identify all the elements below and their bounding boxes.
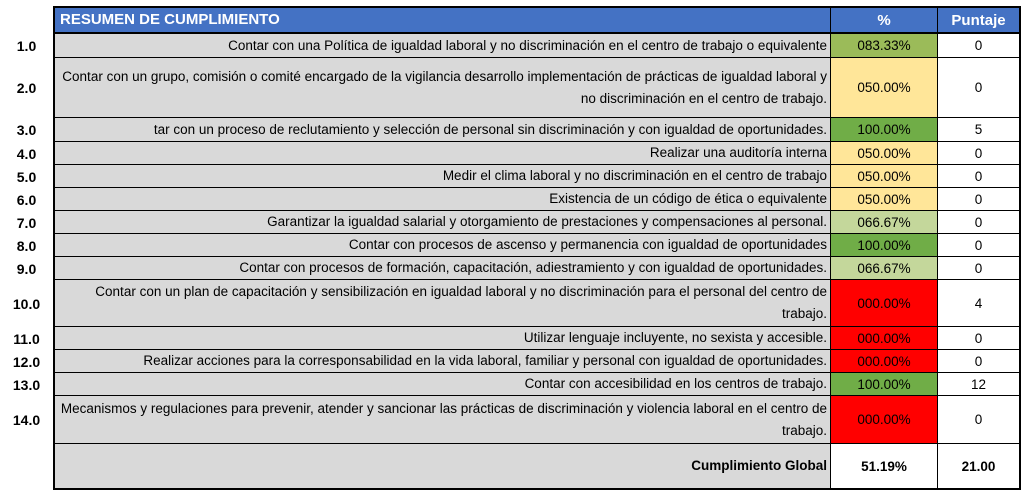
- row-score[interactable]: 0: [938, 350, 1021, 373]
- global-score[interactable]: 21.00: [938, 444, 1021, 490]
- row-description[interactable]: Contar con accesibilidad en los centros de trabajo.: [53, 373, 831, 396]
- row-percent[interactable]: 000.00%: [831, 280, 938, 327]
- table-row: [0, 327, 1024, 350]
- row-number[interactable]: 14.0: [12, 412, 41, 428]
- header-title[interactable]: RESUMEN DE CUMPLIMIENTO: [53, 6, 831, 34]
- row-score[interactable]: 12: [938, 373, 1021, 396]
- row-number[interactable]: 4.0: [16, 145, 37, 162]
- row-percent[interactable]: 000.00%: [831, 327, 938, 350]
- table-row: [0, 373, 1024, 396]
- row-description[interactable]: Garantizar la igualdad salarial y otorgamiento de prestaciones y compensaciones al personal.: [53, 211, 831, 234]
- row-description[interactable]: Contar con un plan de capacitación y sensibilización en igualdad laboral y no discriminación para el personal del centro de trabajo.: [53, 280, 831, 327]
- row-description[interactable]: Mecanismos y regulaciones para prevenir, atender y sancionar las prácticas de discriminación y violencia laboral en el centro de trabajo.: [53, 396, 831, 444]
- table-row: [0, 211, 1024, 234]
- table-row: [0, 396, 1024, 444]
- row-score[interactable]: 0: [938, 142, 1021, 165]
- table-row: [0, 188, 1024, 211]
- row-percent[interactable]: 050.00%: [831, 58, 938, 118]
- row-percent[interactable]: 100.00%: [831, 373, 938, 396]
- row-percent[interactable]: 050.00%: [831, 188, 938, 211]
- table-row: [0, 257, 1024, 280]
- row-percent[interactable]: 066.67%: [831, 211, 938, 234]
- row-percent[interactable]: 100.00%: [831, 234, 938, 257]
- row-description[interactable]: Contar con procesos de formación, capacitación, adiestramiento y con igualdad de oportunidades.: [53, 257, 831, 280]
- row-number[interactable]: 3.0: [16, 122, 37, 138]
- row-description[interactable]: Contar con procesos de ascenso y permanencia con igualdad de oportunidades: [53, 234, 831, 257]
- global-compliance-label[interactable]: Cumplimiento Global: [53, 444, 831, 490]
- row-description[interactable]: Utilizar lenguaje incluyente, no sexista y accesible.: [53, 327, 831, 350]
- row-score[interactable]: 0: [938, 211, 1021, 234]
- row-number[interactable]: 6.0: [16, 191, 37, 208]
- row-score[interactable]: 0: [938, 396, 1021, 444]
- table-row: [0, 142, 1024, 165]
- table-row: [0, 58, 1024, 118]
- table-row: [0, 234, 1024, 257]
- row-score[interactable]: 0: [938, 34, 1021, 58]
- row-number[interactable]: 2.0: [16, 80, 37, 96]
- row-percent[interactable]: 100.00%: [831, 118, 938, 142]
- row-description-text: tar con un proceso de reclutamiento y selección de personal sin discriminación y con igualdad de oportunidades.: [153, 121, 827, 137]
- row-description[interactable]: Contar con una Política de igualdad laboral y no discriminación en el centro de trabajo o equivalente: [53, 34, 831, 58]
- header-row: [0, 6, 1024, 34]
- table-row: [0, 118, 1024, 142]
- row-score[interactable]: 4: [938, 280, 1021, 327]
- row-score[interactable]: 5: [938, 118, 1021, 142]
- row-number[interactable]: 13.0: [12, 376, 41, 393]
- row-number[interactable]: 8.0: [16, 237, 37, 254]
- header-percent[interactable]: %: [831, 6, 938, 34]
- row-score[interactable]: 0: [938, 234, 1021, 257]
- row-description[interactable]: [53, 118, 831, 142]
- row-score[interactable]: 0: [938, 257, 1021, 280]
- row-percent[interactable]: 050.00%: [831, 142, 938, 165]
- row-score[interactable]: 0: [938, 58, 1021, 118]
- row-description[interactable]: Realizar una auditoría interna: [53, 142, 831, 165]
- total-row: [0, 444, 1024, 490]
- row-description[interactable]: Existencia de un código de ética o equivalente: [53, 188, 831, 211]
- total-row-number: [0, 444, 53, 490]
- row-number[interactable]: 9.0: [16, 260, 37, 277]
- row-score[interactable]: 0: [938, 327, 1021, 350]
- row-percent[interactable]: 066.67%: [831, 257, 938, 280]
- table-row: [0, 350, 1024, 373]
- row-description[interactable]: Medir el clima laboral y no discriminación en el centro de trabajo: [53, 165, 831, 188]
- table-row: [0, 280, 1024, 327]
- row-description-text: Realizar acciones para la corresponsabilidad en la vida laboral, familiar y personal con igualdad de oportunidades.: [143, 353, 827, 368]
- global-compliance-percent[interactable]: 51.19%: [831, 444, 938, 490]
- row-description[interactable]: [53, 350, 831, 373]
- row-score[interactable]: 0: [938, 165, 1021, 188]
- row-description[interactable]: Contar con un grupo, comisión o comité encargado de la vigilancia desarrollo implementación de prácticas de igualdad laboral y no discriminación en el centro de trabajo.: [53, 58, 831, 118]
- row-number[interactable]: 1.0: [16, 38, 37, 54]
- row-percent[interactable]: 083.33%: [831, 34, 938, 58]
- row-number[interactable]: 5.0: [16, 168, 37, 185]
- header-score[interactable]: Puntaje: [938, 6, 1021, 34]
- row-percent[interactable]: 000.00%: [831, 350, 938, 373]
- row-number[interactable]: 7.0: [16, 214, 37, 231]
- table-row: [0, 165, 1024, 188]
- table-row: [0, 34, 1024, 58]
- row-number[interactable]: 11.0: [13, 330, 40, 347]
- row-score[interactable]: 0: [938, 188, 1021, 211]
- row-percent[interactable]: 050.00%: [831, 165, 938, 188]
- row-number[interactable]: 10.0: [12, 295, 41, 312]
- row-percent[interactable]: 000.00%: [831, 396, 938, 444]
- row-number[interactable]: 12.0: [12, 353, 41, 370]
